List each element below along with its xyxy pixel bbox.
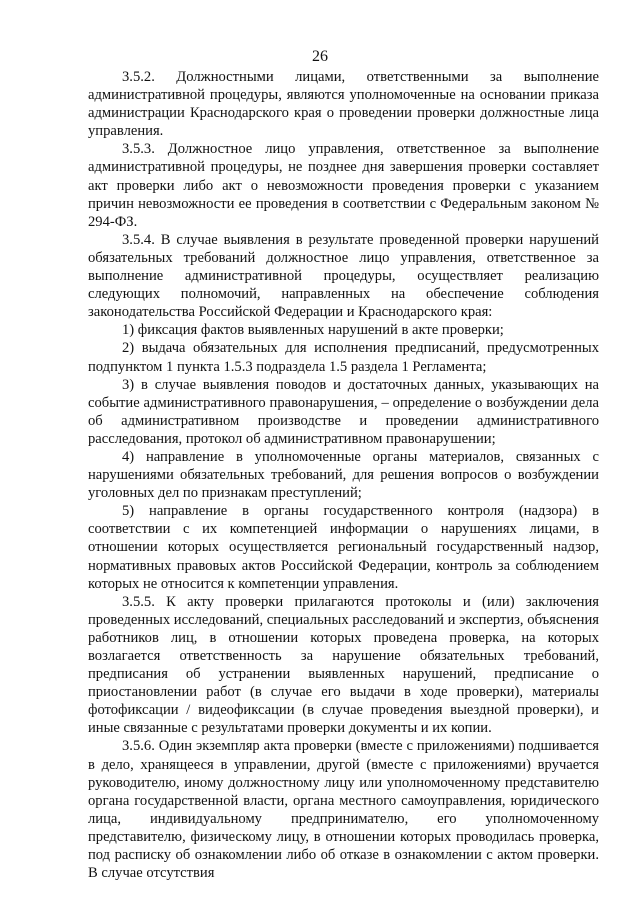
list-item-3: 3) в случае выявления поводов и достаточных данных, указывающих на событие административного правонарушения, – определение о возбуждении дела об административном производстве и проведении административного расследования, протокол об административном правонарушении; — [88, 376, 599, 447]
paragraph-3-5-6: 3.5.6. Один экземпляр акта проверки (вместе с приложениями) подшивается в дело, хранящееся в управлении, другой (вместе с приложениями) вручается руководителю, иному должностному лицу или уполномоченному представителю органа государственной власти, органа местного самоуправления, юридического лица, индивидуальному предпринимателю, его уполномоченному представителю, физическому лицу, в отношении которых проводилась проверка, под расписку об ознакомлении либо об отказе в ознакомлении с актом проверки. В случае отсутствия — [88, 738, 599, 882]
paragraph-3-5-4: 3.5.4. В случае выявления в результате проведенной проверки нарушений обязательных требований должностное лицо управления, ответственное за выполнение административной процедуры, осуществляет реализацию следующих полномочий, направленных на обеспечение соблюдения законодательства Российской Федерации и Краснодарского края: — [88, 231, 599, 321]
list-item-5: 5) направление в органы государственного контроля (надзора) в соответствии с их компетенцией информации о нарушениях лицами, в отношении которых осуществляется региональный государственный надзор, нормативных правовых актов Российской Федерации, контроль за соблюдением которых не относится к компетенции управления. — [88, 503, 599, 592]
paragraph-3-5-3: 3.5.3. Должностное лицо управления, ответственное за выполнение административной процедуры, не позднее дня завершения проверки составляет акт проверки либо акт о невозможности проведения проверки с указанием причин невозможности ее проведения в соответствии с Федеральным законом № 294-ФЗ. — [88, 141, 599, 230]
paragraph-3-5-5: 3.5.5. К акту проверки прилагаются протоколы и (или) заключения проведенных исследований, специальных расследований и экспертиз, объяснения работников лиц, в отношении которых проведена проверка, на которых возлагается ответственность за нарушение обязательных требований, предписания об устранении выявленных нарушений, предписание о приостановлении работ (в случае его выдачи в ходе проверки), материалы фотофиксации / видеофиксации (в случае проведения выездной проверки), и иные связанные с результатами проверки документы и их копии. — [88, 593, 599, 737]
page-number: 26 — [312, 48, 328, 65]
paragraph-3-5-2: 3.5.2. Должностными лицами, ответственными за выполнение административной процедуры, являются уполномоченные на основании приказа администрации Краснодарского края о проведении проверки должностные лица управления. — [88, 69, 599, 140]
list-item-1: 1) фиксация фактов выявленных нарушений в акте проверки; — [122, 322, 504, 339]
list-item-2: 2) выдача обязательных для исполнения предписаний, предусмотренных подпунктом 1 пункта 1.5.3 подраздела 1.5 раздела 1 Регламента; — [88, 340, 599, 375]
document-body — [88, 68, 599, 882]
list-item-4: 4) направление в уполномоченные органы материалов, связанных с нарушениями обязательных требований, для решения вопросов о возбуждении уголовных дел по признакам преступлений; — [88, 448, 599, 502]
